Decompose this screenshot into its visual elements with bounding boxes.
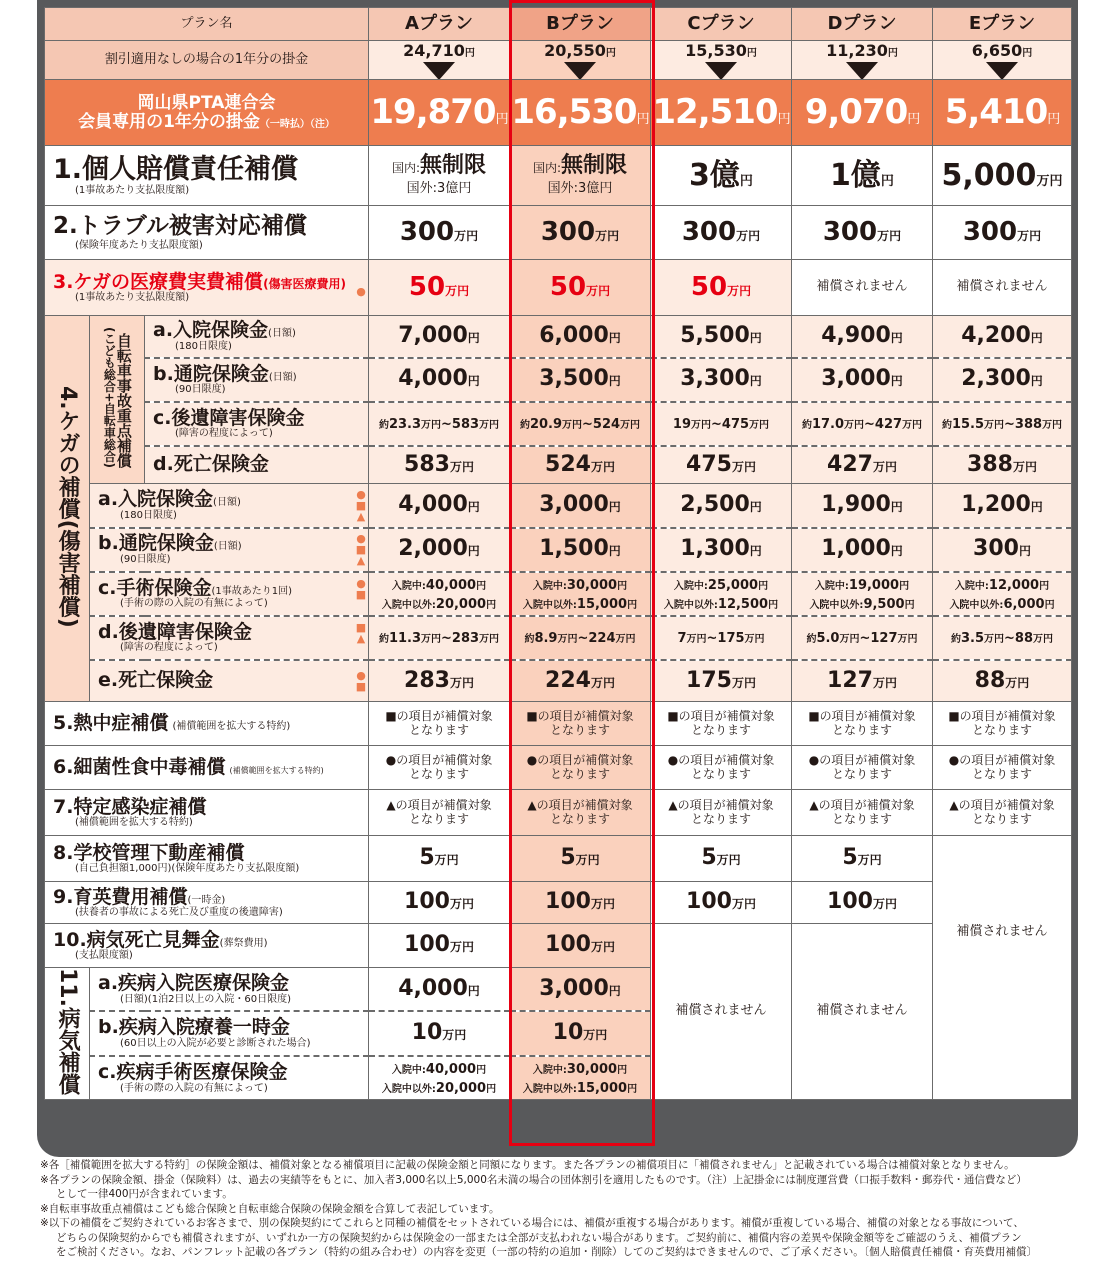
row-4-general-a (45, 484, 1072, 528)
r5-c: ■の項目が補償対象 となります (651, 702, 792, 746)
plan-d-header: Dプラン (792, 8, 933, 41)
r4-bike-a-c: 5,500円 (651, 316, 792, 358)
r11-c-label: c.疾病手術医療保険金 (手術の際の入院の有無によって) (90, 1056, 369, 1099)
r4-gen-e-b: 224万円 (510, 660, 651, 702)
orig-premium-b: 20,550円 (510, 41, 651, 80)
r1-c: 3億円 (651, 146, 792, 206)
r4-gen-a-b: 3,000円 (510, 484, 651, 528)
r7-e: ▲の項目が補償対象 となります (933, 790, 1072, 836)
r5-a: ■の項目が補償対象 となります (369, 702, 510, 746)
r6-d: ●の項目が補償対象 となります (792, 746, 933, 790)
r6-label: 6.細菌性食中毒補償 (補償範囲を拡大する特約) (45, 746, 369, 790)
r2-b: 300万円 (510, 206, 651, 260)
r11-b-b: 10万円 (510, 1011, 651, 1056)
r6-e: ●の項目が補償対象 となります (933, 746, 1072, 790)
r4-gen-a-e: 1,200円 (933, 484, 1072, 528)
r3-c: 50万円 (651, 260, 792, 316)
square-icon: ■ (355, 543, 367, 556)
r4-bike-a-e: 4,200円 (933, 316, 1072, 358)
r6-c: ●の項目が補償対象 となります (651, 746, 792, 790)
r4-bike-d-e: 388万円 (933, 446, 1072, 484)
member-premium-a: 19,870円 (369, 80, 510, 146)
header-row (45, 8, 1072, 41)
row-5-heatstroke (45, 702, 1072, 746)
r11-c-a: 入院中:40,000円 入院中以外:20,000円 (369, 1056, 510, 1099)
row-3-medical (45, 260, 1072, 316)
r4-bike-d-b: 524万円 (510, 446, 651, 484)
plan-name-label: プラン名 (45, 8, 369, 41)
r4-bike-c-e: 約15.5万円~388万円 (933, 402, 1072, 446)
r7-a: ▲の項目が補償対象 となります (369, 790, 510, 836)
r4-gen-e-d: 127万円 (792, 660, 933, 702)
r11-a-b: 3,000円 (510, 968, 651, 1011)
r11-b-a: 10万円 (369, 1011, 510, 1056)
r3-a: 50万円 (369, 260, 510, 316)
r4-bike-b-label: b.通院保険金(日額) (90日限度) (145, 358, 369, 402)
row-4-bike-c (45, 402, 1072, 446)
r4-gen-d-e: 約3.5万円~88万円 (933, 616, 1072, 660)
circle-icon: ● (356, 668, 366, 682)
r3-e: 補償されません (933, 260, 1072, 316)
arrow-down-icon (986, 62, 1018, 80)
r7-d: ▲の項目が補償対象 となります (792, 790, 933, 836)
r4-gen-d-c: 7万円~175万円 (651, 616, 792, 660)
footnote: ※各［補償範囲を拡大する特約］の保険金額は、補償対象となる補償項目に記載の保険金額と同額になります。また各プランの補償項目に「補償されません」と記載されている場合は補償対象となりません。 (40, 1159, 1015, 1171)
r4-bike-d-c: 475万円 (651, 446, 792, 484)
r4-gen-d-label: ■ ▲ d.後遺障害保険金 (障害の程度によって) (90, 616, 369, 660)
row-4-general-d (45, 616, 1072, 660)
r4-gen-b-e: 300円 (933, 528, 1072, 572)
r4-vertical-label: 4.ケガの補償(傷害補償) (45, 316, 90, 702)
triangle-icon: ▲ (356, 631, 366, 645)
arrow-down-icon (423, 62, 455, 80)
row-9-education (45, 882, 1072, 924)
r9-label: 9.育英費用補償(一時金) (扶養者の事故による死亡及び重度の後遺障害) (45, 882, 369, 924)
footnote: ※各プランの保険金額、掛金（保険料）は、過去の実績等をもとに、加入者3,000名以上5,000名未満の場合の団体割引を適用したものです。（注）上記掛金には制度運営費（口振手数料・郵券代・通信費など） (40, 1173, 1027, 1186)
r10-label: 10.病気死亡見舞金(葬祭費用) (支払限度額) (45, 924, 369, 968)
r4-gen-e-a: 283万円 (369, 660, 510, 702)
orig-premium-c: 15,530円 (651, 41, 792, 80)
r1-b: 国内:無制限 国外:3億円 (510, 146, 651, 206)
r11-b-label: b.疾病入院療養一時金 (60日以上の入院が必要と診断された場合) (90, 1011, 369, 1056)
r2-c: 300万円 (651, 206, 792, 260)
r4-bike-c-b: 約20.9万円~524万円 (510, 402, 651, 446)
row-4-bike-b (45, 358, 1072, 402)
r4-gen-b-c: 1,300円 (651, 528, 792, 572)
footnote: として一律400円が含まれています。 (56, 1188, 233, 1200)
member-premium-row (45, 80, 1072, 146)
r8-a: 5万円 (369, 836, 510, 882)
r5-e: ■の項目が補償対象 となります (933, 702, 1072, 746)
r10-11-d: 補償されません (792, 924, 933, 1100)
r1-label: 1.個人賠償責任補償 (1事故あたり支払限度額) (45, 146, 369, 206)
r2-label: 2.トラブル被害対応補償 (保険年度あたり支払限度額) (45, 206, 369, 260)
square-icon: ■ (355, 620, 367, 634)
plan-a-header: Aプラン (369, 8, 510, 41)
r4-bike-c-a: 約23.3万円~583万円 (369, 402, 510, 446)
square-icon: ■ (355, 679, 367, 693)
row-4-bike-d (45, 446, 1072, 484)
r2-a: 300万円 (369, 206, 510, 260)
r10-b: 100万円 (510, 924, 651, 968)
member-premium-d: 9,070円 (792, 80, 933, 146)
r4-gen-a-label: ● ■ ▲ a.入院保険金(日額) (180日限度) (90, 484, 369, 528)
member-premium-b: 16,530円 (510, 80, 651, 146)
r11-a-a: 4,000円 (369, 968, 510, 1011)
r4-gen-a-a: 4,000円 (369, 484, 510, 528)
r4-gen-b-a: 2,000円 (369, 528, 510, 572)
circle-icon: ● (356, 532, 366, 545)
r4-bike-a-d: 4,900円 (792, 316, 933, 358)
plan-b-header: Bプラン (510, 8, 651, 41)
orig-premium-e: 6,650円 (933, 41, 1072, 80)
r7-c: ▲の項目が補償対象 となります (651, 790, 792, 836)
plan-comparison-table (44, 7, 1072, 1100)
r1-e: 5,000万円 (933, 146, 1072, 206)
r9-d: 100万円 (792, 882, 933, 924)
circle-icon: ● (356, 487, 366, 501)
r11-vertical-label: 11.病気補償 (45, 968, 90, 1100)
row-4-general-b (45, 528, 1072, 572)
row-10-illness-death (45, 924, 1072, 968)
footnote: どちらの保険契約からでも補償されますが、いずれか一方の保険契約からは保険金の一部または全部が支払われない場合があります。ご契約前に、補償内容の差異や保険金額等をご確認のうえ、補償プラン (56, 1231, 1022, 1244)
plan-c-header: Cプラン (651, 8, 792, 41)
r4-bike-d-label: d.死亡保険金 (145, 446, 369, 484)
orig-premium-label: 割引適用なしの場合の1年分の掛金 (45, 41, 369, 80)
row-7-infection (45, 790, 1072, 836)
footnote: をご検討ください。なお、パンフレット記載の各プラン（特約の組み合わせ）の内容を変更（一部の特約の追加・削除）してのご契約はできませんので、ご了承ください。〔個人賠償責任補償・育英費用補償〕 (56, 1246, 1038, 1258)
r4-bike-d-d: 427万円 (792, 446, 933, 484)
r4-bike-b-c: 3,300円 (651, 358, 792, 402)
circle-icon: ● (356, 576, 366, 590)
r2-d: 300万円 (792, 206, 933, 260)
r4-bike-c-c: 19万円~475万円 (651, 402, 792, 446)
row-6-food-poisoning (45, 746, 1072, 790)
r4-gen-e-e: 88万円 (933, 660, 1072, 702)
r11-c-b: 入院中:30,000円 入院中以外:15,000円 (510, 1056, 651, 1099)
r4-gen-e-c: 175万円 (651, 660, 792, 702)
r4-bike-label: (こども総合+自転車総合)自転車事故重点補償 (90, 316, 145, 484)
r4-gen-c-e: 入院中:12,000円 入院中以外:6,000円 (933, 572, 1072, 616)
r8-d: 5万円 (792, 836, 933, 882)
r4-gen-c-d: 入院中:19,000円 入院中以外:9,500円 (792, 572, 933, 616)
r8-b: 5万円 (510, 836, 651, 882)
r4-bike-a-label: a.入院保険金(日額) (180日限度) (145, 316, 369, 358)
triangle-icon: ▲ (356, 554, 366, 567)
orig-premium-d: 11,230円 (792, 41, 933, 80)
r4-gen-e-label: ● ■ e.死亡保険金 (90, 660, 369, 702)
r4-gen-b-label: ● ■ ▲ b.通院保険金(日額) (90日限度) (90, 528, 369, 572)
r1-a: 国内:無制限 国外:3億円 (369, 146, 510, 206)
r4-gen-c-c: 入院中:25,000円 入院中以外:12,500円 (651, 572, 792, 616)
r4-bike-c-label: c.後遺障害保険金 (障害の程度によって) (145, 402, 369, 446)
r4-bike-b-d: 3,000円 (792, 358, 933, 402)
r4-gen-c-a: 入院中:40,000円 入院中以外:20,000円 (369, 572, 510, 616)
r4-gen-b-b: 1,500円 (510, 528, 651, 572)
r4-bike-b-e: 2,300円 (933, 358, 1072, 402)
footnotes (40, 1158, 1080, 1260)
r9-b: 100万円 (510, 882, 651, 924)
r4-bike-a-a: 7,000円 (369, 316, 510, 358)
arrow-down-icon (846, 62, 878, 80)
triangle-icon: ▲ (356, 509, 366, 523)
circle-icon: ● (356, 284, 366, 298)
footnote: ※自転車事故重点補償はこども総合保険と自転車総合保険の保険金額を合算して表記しています。 (40, 1202, 500, 1215)
r9-c: 100万円 (651, 882, 792, 924)
orig-premium-row (45, 41, 1072, 80)
r9-a: 100万円 (369, 882, 510, 924)
arrow-down-icon (705, 62, 737, 80)
member-premium-label: 岡山県PTA連合会 会員専用の1年分の掛金（一時払）（注） (45, 80, 369, 146)
r4-gen-c-b: 入院中:30,000円 入院中以外:15,000円 (510, 572, 651, 616)
r4-gen-d-d: 約5.0万円~127万円 (792, 616, 933, 660)
orig-premium-a: 24,710円 (369, 41, 510, 80)
r3-b: 50万円 (510, 260, 651, 316)
row-4-bike-a (45, 316, 1072, 358)
row-8-property (45, 836, 1072, 882)
r7-label: 7.特定感染症補償 (補償範囲を拡大する特約) (45, 790, 369, 836)
square-icon: ■ (355, 587, 367, 601)
r4-bike-d-a: 583万円 (369, 446, 510, 484)
r6-b: ●の項目が補償対象 となります (510, 746, 651, 790)
r4-bike-b-b: 3,500円 (510, 358, 651, 402)
member-premium-c: 12,510円 (651, 80, 792, 146)
r4-gen-d-a: 約11.3万円~283万円 (369, 616, 510, 660)
arrow-down-icon (564, 62, 596, 80)
r4-gen-d-b: 約8.9万円~224万円 (510, 616, 651, 660)
r4-gen-c-label: ● ■ c.手術保険金(1事故あたり1回) (手術の際の入院の有無によって) (90, 572, 369, 616)
plan-e-header: Eプラン (933, 8, 1072, 41)
member-premium-e: 5,410円 (933, 80, 1072, 146)
row-4-general-e (45, 660, 1072, 702)
r3-label: 3.ケガの医療費実費補償(傷害医療費用) ● (1事故あたり支払限度額) (45, 260, 369, 316)
r4-bike-a-b: 6,000円 (510, 316, 651, 358)
r8-c: 5万円 (651, 836, 792, 882)
r5-b: ■の項目が補償対象 となります (510, 702, 651, 746)
r5-label: 5.熱中症補償 (補償範囲を拡大する特約) (45, 702, 369, 746)
r10-11-c: 補償されません (651, 924, 792, 1100)
r11-a-label: a.疾病入院医療保険金 (日額)(1泊2日以上の入院・60日限度) (90, 968, 369, 1011)
row-4-general-c (45, 572, 1072, 616)
r4-bike-b-a: 4,000円 (369, 358, 510, 402)
r4-gen-a-c: 2,500円 (651, 484, 792, 528)
r3-d: 補償されません (792, 260, 933, 316)
row-1-personal-liability (45, 146, 1072, 206)
row-2-trouble (45, 206, 1072, 260)
r8-11-e: 補償されません (933, 836, 1072, 1100)
r5-d: ■の項目が補償対象 となります (792, 702, 933, 746)
square-icon: ■ (355, 498, 367, 512)
r10-a: 100万円 (369, 924, 510, 968)
r1-d: 1億円 (792, 146, 933, 206)
r4-gen-a-d: 1,900円 (792, 484, 933, 528)
r4-gen-b-d: 1,000円 (792, 528, 933, 572)
r8-label: 8.学校管理下動産補償 (自己負担額1,000円)(保険年度あたり支払限度額) (45, 836, 369, 882)
footnote: ※以下の補償をご契約されているお客さまで、別の保険契約にてこれらと同種の補償をセットされている場合には、補償が重複する場合があります。補償が重複している場合、補償の対象となる事故について、 (40, 1217, 1024, 1229)
r4-bike-c-d: 約17.0万円~427万円 (792, 402, 933, 446)
r6-a: ●の項目が補償対象 となります (369, 746, 510, 790)
r7-b: ▲の項目が補償対象 となります (510, 790, 651, 836)
r2-e: 300万円 (933, 206, 1072, 260)
